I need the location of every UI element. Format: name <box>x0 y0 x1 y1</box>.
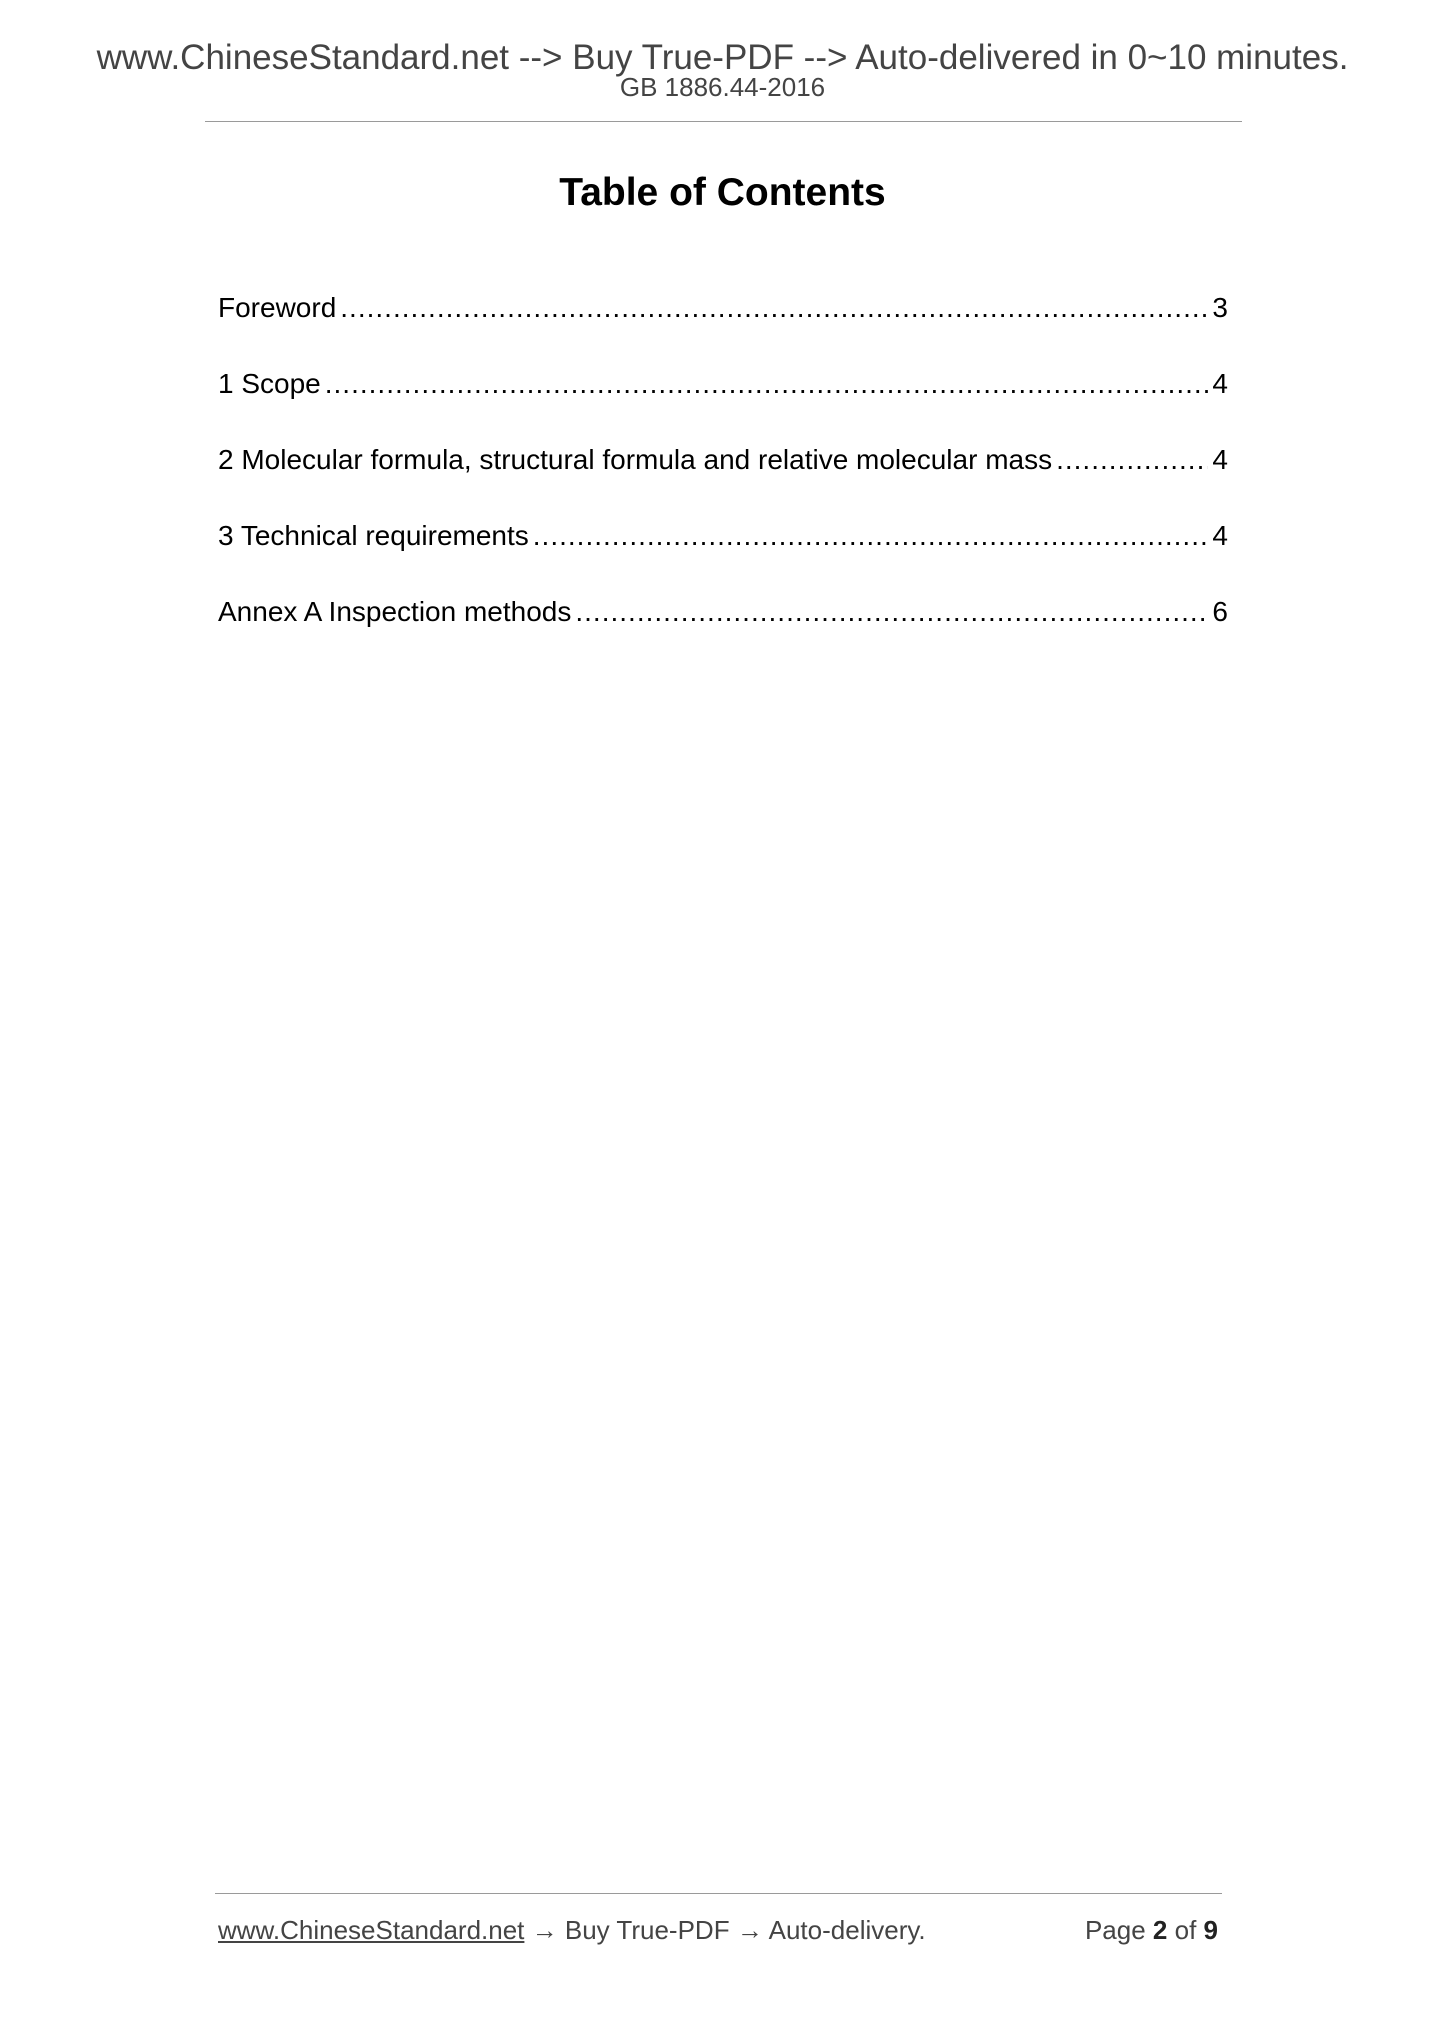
dot-leader <box>325 366 1209 402</box>
page-footer <box>218 1912 1218 1948</box>
toc-entry-page: 4 <box>1212 444 1228 475</box>
arrow-right-icon: → <box>736 1915 763 1945</box>
standard-code: GB 1886.44-2016 <box>619 72 826 102</box>
page-current: 2 <box>1152 1915 1168 1945</box>
toc-entry-page: 4 <box>1212 368 1228 399</box>
footer-site-link[interactable]: www.ChineseStandard.net <box>218 1915 525 1945</box>
toc-entry-foreword[interactable] <box>218 290 1228 366</box>
toc-title: Table of Contents <box>559 171 886 214</box>
table-of-contents <box>218 290 1228 670</box>
toc-entry-page: 4 <box>1212 520 1228 551</box>
toc-entry-scope[interactable] <box>218 366 1228 442</box>
source-banner: www.ChineseStandard.net --> Buy True-PDF --> Auto-delivered in 0~10 minutes. <box>96 38 1349 77</box>
header-divider <box>205 121 1242 122</box>
toc-entry-molecular-formula[interactable] <box>218 442 1228 518</box>
footer-divider <box>215 1893 1222 1894</box>
footer-text-buy: Buy True-PDF <box>564 1915 730 1945</box>
page-word: Page <box>1084 1915 1146 1945</box>
dot-leader <box>533 518 1209 554</box>
toc-entry-label: Foreword <box>218 292 337 323</box>
toc-entry-label: 2 Molecular formula, structural formula and relative molecular mass <box>218 444 1053 475</box>
toc-entry-label: Annex A Inspection methods <box>218 596 572 627</box>
footer-text-delivery: Auto-delivery. <box>768 1915 926 1945</box>
page-total: 9 <box>1203 1915 1218 1945</box>
dot-leader <box>1056 442 1208 478</box>
toc-entry-annex-a[interactable] <box>218 594 1228 670</box>
toc-entry-label: 1 Scope <box>218 368 321 399</box>
arrow-right-icon: → <box>531 1915 558 1945</box>
of-word: of <box>1174 1915 1197 1945</box>
toc-entry-page: 3 <box>1212 292 1228 323</box>
dot-leader <box>340 290 1208 326</box>
toc-entry-page: 6 <box>1212 596 1228 627</box>
toc-entry-label: 3 Technical requirements <box>218 520 529 551</box>
page-number <box>1085 1912 1218 1948</box>
toc-entry-technical-requirements[interactable] <box>218 518 1228 594</box>
dot-leader <box>575 594 1208 630</box>
